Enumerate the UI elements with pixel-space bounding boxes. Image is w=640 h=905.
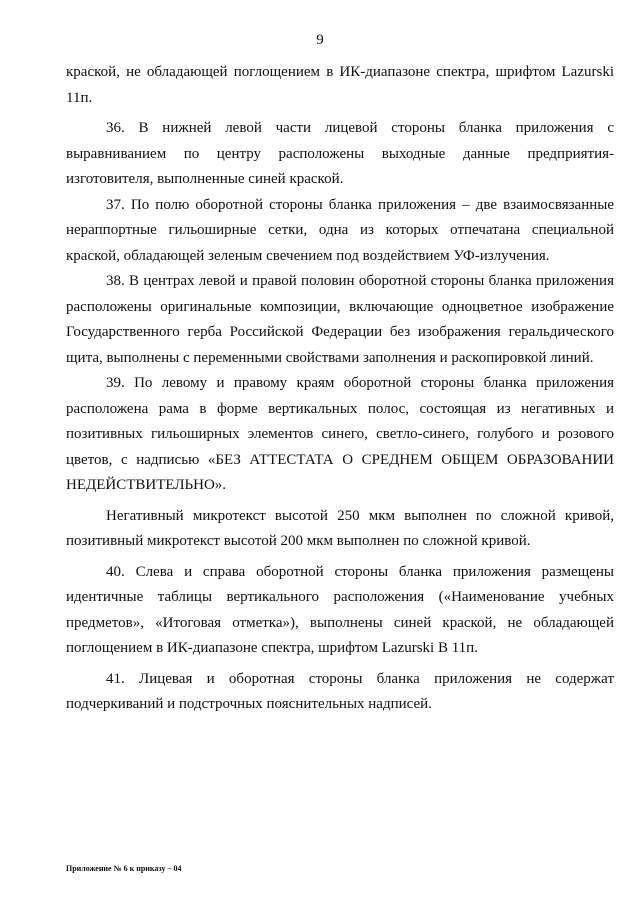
paragraph-41: 41. Лицевая и оборотная стороны бланка приложения не содержат подчеркиваний и подстрочных пояснительных надписей. — [66, 670, 614, 712]
paragraph-36: 36. В нижней левой части лицевой стороны бланка приложения с выравниванием по центру расположены выходные данные предприятия-изготовителя, выполненные синей краской. — [66, 120, 614, 187]
paragraph-40: 40. Слева и справа оборотной стороны бланка приложения размещены идентичные таблицы вертикального расположения («Наименование учебных предметов», «Итоговая отметка»), выполнены синей краской, не обладающей поглощением в ИК-диапазоне спектра, шрифтом Lazurski B 11п. — [66, 563, 614, 656]
paragraph-continuation: краской, не обладающей поглощением в ИК-диапазоне спектра, шрифтом Lazurski 11п. — [66, 64, 614, 106]
page-number: 9 — [316, 32, 324, 48]
paragraph-38: 38. В центрах левой и правой половин оборотной стороны бланка приложения расположены оригинальные композиции, включающие одноцветное изображение Государственного герба Российской Федерации без изображения геральдического щита, выполнены с переменными свойствами заполнения и раскопировкой линий. — [66, 273, 614, 366]
document-body — [66, 60, 614, 718]
paragraph-microtext: Негативный микротекст высотой 250 мкм выполнен по сложной кривой, позитивный микротекст высотой 200 мкм выполнен по сложной кривой. — [66, 507, 614, 549]
paragraph-37: 37. По полю оборотной стороны бланка приложения – две взаимосвязанные нераппортные гильоширные сетки, одна из которых отпечатана специальной краской, обладающей зеленым свечением под воздействием УФ-излучения. — [66, 196, 614, 264]
paragraph-39: 39. По левому и правому краям оборотной стороны бланка приложения расположена рама в форме вертикальных полос, состоящая из негативных и позитивных гильоширных элементов синего, светло-синего, голубого и розового цветов, с надписью «БЕЗ АТТЕСТАТА О СРЕДНЕМ ОБЩЕМ ОБРАЗОВАНИИ НЕДЕЙСТВИТЕЛЬНО». — [66, 375, 614, 493]
footer-note: Приложение № 6 к приказу – 04 — [66, 864, 182, 873]
